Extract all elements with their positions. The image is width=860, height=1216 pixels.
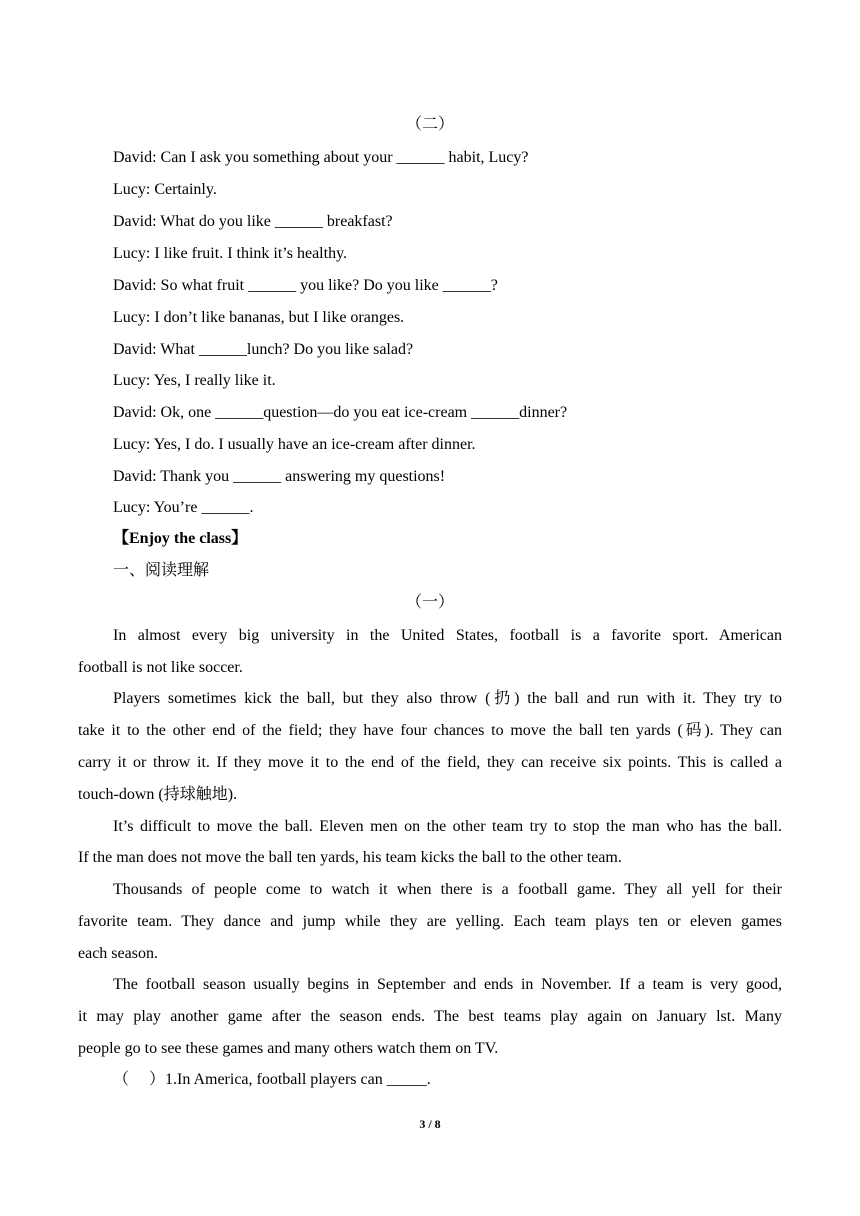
section-heading-2: （二）: [405, 116, 454, 133]
passage-line: people go to see these games and many others watch them on TV.: [78, 1040, 499, 1057]
passage-line: carry it or throw it. If they move it to the end of the field, they can receive six points. This is called a: [78, 754, 782, 771]
dialogue-line: David: Ok, one ______question—do you eat ice-cream ______dinner?: [113, 404, 568, 421]
passage-line: touch-down (持球触地).: [78, 786, 238, 803]
passage-line: In almost every big university in the United States, football is a favorite sport. American: [113, 627, 782, 644]
passage-line: Players sometimes kick the ball, but they also throw (扔) the ball and run with it. They try to: [113, 690, 782, 707]
passage-line: each season.: [78, 945, 158, 962]
dialogue-line: Lucy: Yes, I do. I usually have an ice-cream after dinner.: [113, 436, 476, 453]
dialogue-line: David: Thank you ______ answering my questions!: [113, 468, 446, 485]
passage-line: it may play another game after the season ends. The best teams play again on January lst. Many: [78, 1008, 782, 1025]
passage-heading-1: （一）: [405, 594, 454, 611]
passage-line: take it to the other end of the field; they have four chances to move the ball ten yards (码). They can: [78, 722, 782, 739]
dialogue-line: David: Can I ask you something about your ______ habit, Lucy?: [113, 149, 529, 166]
passage-line: Thousands of people come to watch it when there is a football game. They all yell for their: [113, 881, 782, 898]
passage-line: It’s difficult to move the ball. Eleven men on the other team try to stop the man who has the ball.: [113, 818, 782, 835]
enjoy-class-heading: 【Enjoy the class】: [113, 530, 248, 547]
passage-line: favorite team. They dance and jump while they are yelling. Each team plays ten or eleven games: [78, 913, 782, 930]
passage-line: The football season usually begins in September and ends in November. If a team is very good,: [113, 976, 782, 993]
dialogue-line: Lucy: I like fruit. I think it’s healthy.: [113, 245, 348, 262]
dialogue-line: Lucy: Certainly.: [113, 181, 217, 198]
reading-comprehension-heading: 一、阅读理解: [113, 562, 210, 579]
page-number: 3 / 8: [419, 1117, 441, 1131]
passage-line: football is not like soccer.: [78, 659, 243, 676]
dialogue-line: David: What do you like ______ breakfast?: [113, 213, 393, 230]
dialogue-line: David: So what fruit ______ you like? Do you like ______?: [113, 277, 498, 294]
dialogue-line: David: What ______lunch? Do you like salad?: [113, 341, 414, 358]
dialogue-line: Lucy: You’re ______.: [113, 499, 254, 516]
passage-line: If the man does not move the ball ten yards, his team kicks the ball to the other team.: [78, 849, 622, 866]
question-1: （ ）1.In America, football players can _____.: [113, 1071, 431, 1088]
dialogue-line: Lucy: Yes, I really like it.: [113, 372, 276, 389]
dialogue-line: Lucy: I don’t like bananas, but I like oranges.: [113, 309, 405, 326]
